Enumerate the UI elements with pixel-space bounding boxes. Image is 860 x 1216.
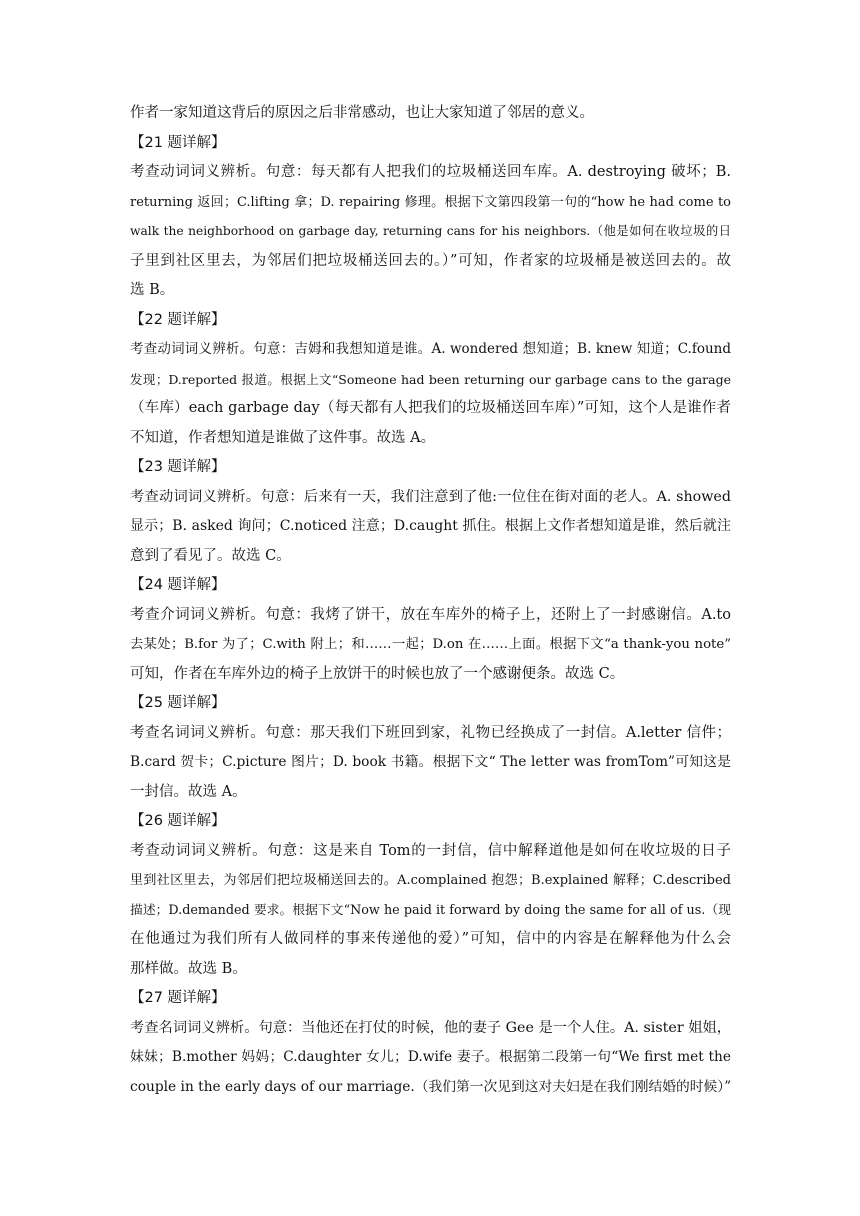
text-line: 作者一家知道这背后的原因之后非常感动，也让大家知道了邻居的意义。 — [130, 105, 594, 121]
text-line: （车库）each garbage day（每天都有人把我们的垃圾桶送回车库）”可知，这个人是谁作者 — [130, 400, 731, 416]
text-line: 考查名词词义辨析。句意：那天我们下班回到家，礼物已经换成了一封信。A.letter 信件； — [130, 724, 731, 741]
text-line: 考查介词词义辨析。句意：我烤了饼干，放在车库外的椅子上，还附上了一封感谢信。A.to — [130, 606, 731, 623]
section-heading: 【25 题详解】 — [130, 695, 226, 711]
section-heading: 【23 题详解】 — [130, 459, 226, 475]
text-line: returning 返回；C.lifting 拿；D. repairing 修理。根据下文第四段第一句的“how he had come to — [130, 194, 731, 210]
text-line: 可知，作者在车库外边的椅子上放饼干的时候也放了一个感谢便条。故选 C。 — [130, 665, 625, 682]
text-line: 不知道，作者想知道是谁做了这件事。故选 A。 — [130, 429, 436, 446]
text-line: couple in the early days of our marriage.（我们第一次见到这对夫妇是在我们刚结婚的时候）” — [130, 1078, 731, 1095]
text-line: 妹妹；B.mother 妈妈；C.daughter 女儿；D.wife 妻子。根据第二段第一句“We first met the — [130, 1049, 731, 1065]
text-line: 意到了看见了。故选 C。 — [130, 547, 291, 564]
text-line: B.card 贺卡；C.picture 图片；D. book 书籍。根据下文“ The letter was fromTom”可知这是 — [130, 754, 731, 770]
section-heading: 【21 题详解】 — [130, 134, 226, 151]
text-line: 描述；D.demanded 要求。根据下文“Now he paid it forward by doing the same for all of us.（现 — [130, 902, 731, 918]
section-heading: 【26 题详解】 — [130, 813, 226, 829]
text-line: 考查动词词义辨析。句意：吉姆和我想知道是谁。A. wondered 想知道；B. knew 知道；C.found — [130, 341, 731, 357]
document-body — [130, 99, 731, 1102]
text-line: 考查动词词义辨析。句意：每天都有人把我们的垃圾桶送回车库。A. destroying 破坏；B. — [130, 164, 731, 180]
text-line: 那样做。故选 B。 — [130, 960, 247, 977]
text-line: 在他通过为我们所有人做同样的事来传递他的爱）”可知，信中的内容是在解释他为什么会 — [130, 931, 731, 947]
text-line: 去某处；B.for 为了；C.with 附上；和……一起；D.on 在……上面。根据下文“a thank-you note” — [130, 637, 731, 652]
text-line: 考查名词词义辨析。句意：当他还在打仗的时候，他的妻子 Gee 是一个人住。A. sister 姐姐， — [130, 1019, 731, 1036]
section-heading: 【24 题详解】 — [130, 577, 226, 593]
text-line: 里到社区里去，为邻居们把垃圾桶送回去的。A.complained 抱怨；B.explained 解释；C.described — [130, 873, 731, 888]
text-line: 发现；D.reported 报道。根据上文“Someone had been returning our garbage cans to the garage — [130, 371, 731, 387]
text-line: 考查动词词义辨析。句意：后来有一天，我们注意到了他:一位住在街对面的老人。A. showed — [130, 488, 731, 505]
text-line: 显示；B. asked 询问；C.noticed 注意；D.caught 抓住。根据上文作者想知道是谁，然后就注 — [130, 518, 731, 534]
section-heading: 【22 题详解】 — [130, 311, 226, 328]
text-line: 选 B。 — [130, 282, 175, 298]
text-line: 考查动词词义辨析。句意：这是来自 Tom的一封信，信中解释道他是如何在收垃圾的日子 — [130, 842, 731, 859]
text-line: 一封信。故选 A。 — [130, 783, 247, 800]
section-heading: 【27 题详解】 — [130, 990, 226, 1006]
text-line: walk the neighborhood on garbage day, returning cans for his neighbors.（他是如何在收垃圾的日 — [130, 224, 731, 238]
text-line: 子里到社区里去，为邻居们把垃圾桶送回去的。）”可知，作者家的垃圾桶是被送回去的。故 — [130, 252, 731, 269]
